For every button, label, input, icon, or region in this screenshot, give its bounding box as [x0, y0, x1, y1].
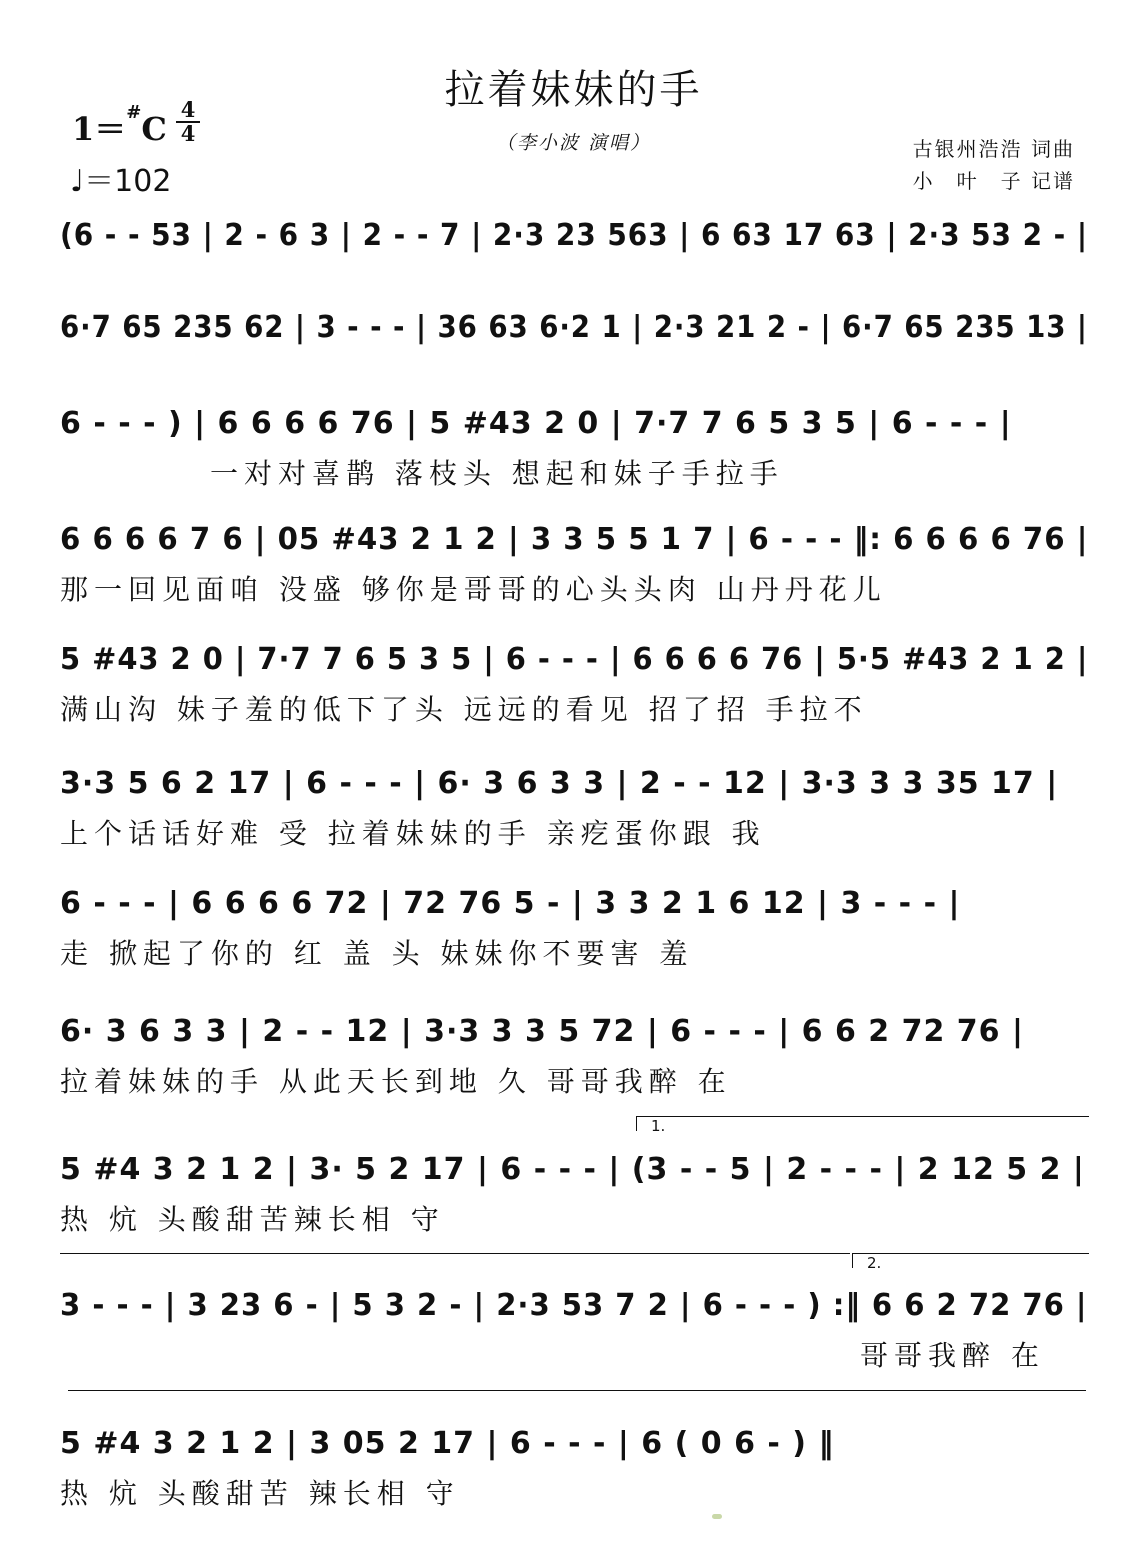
lyrics-line-6: 上个话话好难 受 拉着妹妹的手 亲疙蛋你跟 我 [60, 817, 766, 850]
lyrics-line-11: 热 炕 头酸甜苦 辣长相 守 [60, 1477, 460, 1510]
notes-line-5: 5 #43 2 0 | 7·7 7 6 5 3 5 | 6 - - - | 6 6 6 6 76 | 5·5 #43 2 1 2 | [60, 642, 1089, 677]
lyrics-line-5: 满山沟 妹子羞的低下了头 远远的看见 招了招 手拉不 [60, 693, 868, 726]
composer-credit: 古银州浩浩 词曲 [912, 137, 1075, 161]
notes-line-3: 6 - - - ) | 6 6 6 6 76 | 5 #43 2 0 | 7·7 7 6 5 3 5 | 6 - - - | [60, 406, 1012, 441]
quarter-note-icon: ♩ [70, 164, 85, 199]
notes-line-7: 6 - - - | 6 6 6 6 72 | 72 76 5 - | 3 3 2 1 6 12 | 3 - - - | [60, 886, 961, 921]
notes-line-6: 3·3 5 6 2 17 | 6 - - - | 6· 3 6 3 3 | 2 - - 12 | 3·3 3 3 35 17 | [60, 766, 1059, 801]
notes-line-10: 3 - - - | 3 23 6 - | 5 3 2 - | 2·3 53 7 2 | 6 - - - ) :‖ 6 6 2 72 76 | [60, 1288, 1088, 1323]
first-ending-label: 1. [651, 1117, 666, 1135]
second-ending-bracket [852, 1253, 1089, 1272]
sharp-symbol: # [126, 102, 142, 123]
credits [913, 133, 1075, 197]
notes-line-8: 6· 3 6 3 3 | 2 - - 12 | 3·3 3 3 5 72 | 6 - - - | 6 6 2 72 76 | [60, 1014, 1024, 1049]
notes-line-9: 5 #4 3 2 1 2 | 3· 5 2 17 | 6 - - - | (3 - - 5 | 2 - - - | 2 12 5 2 | [60, 1152, 1085, 1187]
time-signature-top: 4 [180, 97, 196, 122]
song-title: 拉着妹妹的手 [444, 67, 703, 113]
notes-line-2: 6·7 65 235 62 | 3 - - - | 36 63 6·2 1 | 2·3 21 2 - | 6·7 65 235 13 | [60, 310, 1088, 345]
tempo-value: ＝102 [84, 164, 172, 199]
singer-credit: （李小波 演唱） [495, 132, 652, 154]
notes-line-4: 6 6 6 6 7 6 | 05 #43 2 1 2 | 3 3 5 5 1 7 | 6 - - - ‖: 6 6 6 6 76 | [60, 522, 1089, 557]
tempo-marking [70, 156, 171, 200]
lyrics-line-7: 走 掀起了你的 红 盖 头 妹妹你不要害 羞 [60, 937, 694, 970]
first-ending-bracket [636, 1116, 1089, 1135]
lyrics-line-9: 热 炕 头酸甜苦辣长相 守 [60, 1203, 445, 1236]
lyrics-line-3: 一对对喜鹊 落枝头 想起和妹子手拉手 [210, 457, 784, 490]
leaf-decoration [712, 1514, 722, 1519]
notes-line-11: 5 #4 3 2 1 2 | 3 05 2 17 | 6 - - - | 6 ( 0 6 - ) ‖ [60, 1426, 835, 1461]
notes-line-1: (6 - - 53 | 2 - 6 3 | 2 - - 7 | 2·3 23 563 | 6 63 17 63 | 2·3 53 2 - | [60, 218, 1088, 253]
time-signature-bottom: 4 [180, 121, 196, 146]
lyrics-line-10: 哥哥我醉 在 [860, 1339, 1045, 1372]
second-ending-line [68, 1390, 1086, 1391]
lyrics-line-4: 那一回见面咱 没盛 够你是哥哥的心头头肉 山丹丹花儿 [60, 573, 887, 606]
second-ending-label: 2. [867, 1254, 882, 1272]
time-signature [176, 97, 200, 146]
key-prefix: 1＝ [72, 110, 127, 148]
lyrics-line-8: 拉着妹妹的手 从此天长到地 久 哥哥我醉 在 [60, 1065, 732, 1098]
first-ending-line [60, 1253, 850, 1254]
key-letter: C [141, 110, 167, 148]
transcriber-credit: 小 叶 子 记谱 [912, 169, 1075, 193]
key-signature [72, 104, 167, 150]
